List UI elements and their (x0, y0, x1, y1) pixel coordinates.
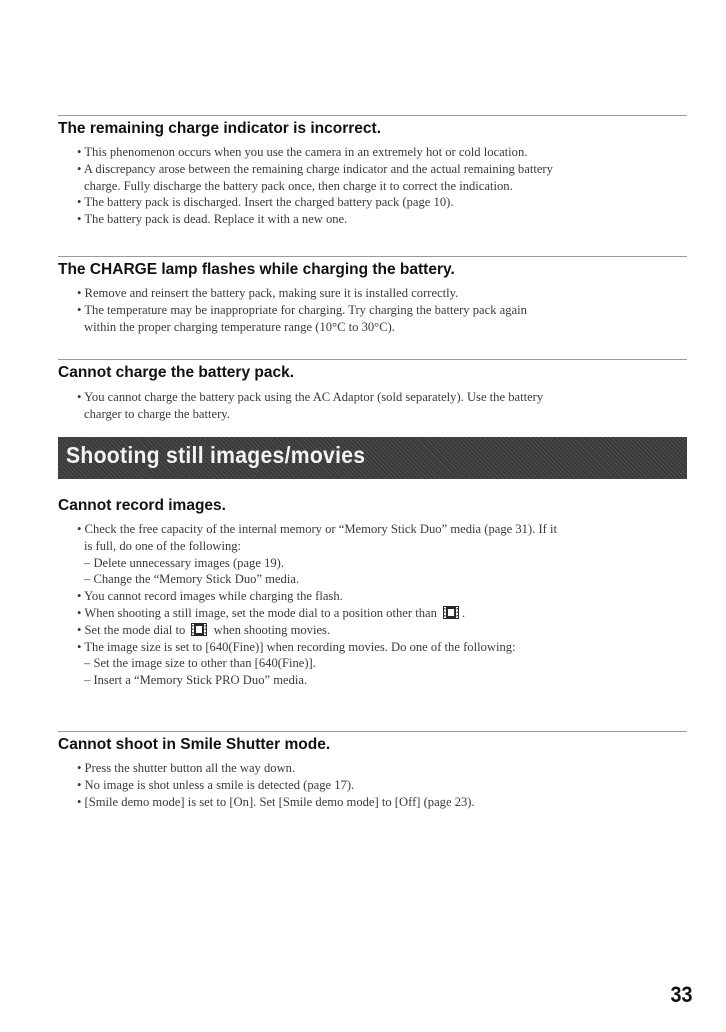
list-item-text: • When shooting a still image, set the mode dial to a position other than (77, 605, 437, 620)
section-heading-cannot-charge: Cannot charge the battery pack. (58, 364, 295, 381)
list-item: • Check the free capacity of the internal memory or “Memory Stick Duo” media (page 31). If it (77, 522, 557, 536)
list-item: • The image size is set to [640(Fine)] when recording movies. Do one of the following: (77, 639, 516, 654)
section-heading-charge-lamp: The CHARGE lamp flashes while charging the battery. (58, 261, 455, 278)
list-item: • This phenomenon occurs when you use the camera in an extremely hot or cold location. (77, 145, 528, 159)
list-item-text-end: . (462, 605, 466, 620)
sub-list-item: – Insert a “Memory Stick PRO Duo” media. (84, 673, 308, 688)
list-item (77, 605, 677, 622)
list-item: • [Smile demo mode] is set to [On]. Set [Smile demo mode] to [Off] (page 23). (77, 794, 475, 809)
movie-mode-icon (191, 623, 207, 636)
list-item-text: • Set the mode dial to (77, 622, 186, 637)
section-divider (58, 731, 687, 732)
section-heading-cannot-record: Cannot record images. (58, 497, 226, 514)
sub-list-item: – Change the “Memory Stick Duo” media. (84, 572, 300, 587)
sub-list-item: – Set the image size to other than [640(Fine)]. (84, 656, 316, 671)
list-item: • Press the shutter button all the way down. (77, 761, 296, 775)
section-heading-remaining-charge: The remaining charge indicator is incorrect. (58, 120, 382, 137)
list-item: • No image is shot unless a smile is detected (page 17). (77, 777, 355, 792)
section-body-cannot-record (77, 521, 677, 689)
list-item: • You cannot record images while charging the flash. (77, 589, 343, 604)
banner-title: Shooting still images/movies (66, 442, 366, 468)
section-body-remaining-charge (77, 144, 677, 228)
list-item-continued: is full, do one of the following: (84, 538, 242, 553)
page-number: 33 (669, 982, 692, 1007)
movie-mode-icon (443, 606, 459, 619)
list-item: • You cannot charge the battery pack using the AC Adaptor (sold separately). Use the battery (77, 390, 544, 404)
section-divider (58, 115, 687, 116)
list-item (77, 622, 677, 639)
sub-list-item: – Delete unnecessary images (page 19). (84, 555, 285, 570)
list-item-text-end: when shooting movies. (213, 622, 331, 637)
list-item: • A discrepancy arose between the remaining charge indicator and the actual remaining battery (77, 161, 553, 176)
section-body-cannot-charge (77, 389, 677, 423)
section-divider (58, 359, 687, 360)
category-banner (58, 437, 687, 479)
list-item-continued: charger to charge the battery. (84, 406, 230, 421)
section-body-smile-shutter (77, 760, 677, 810)
list-item: • The temperature may be inappropriate for charging. Try charging the battery pack again (77, 302, 527, 317)
list-item: • The battery pack is dead. Replace it with a new one. (77, 212, 348, 227)
section-body-charge-lamp (77, 285, 677, 335)
section-divider (58, 256, 687, 257)
list-item-continued: within the proper charging temperature range (10°C to 30°C). (84, 319, 395, 334)
list-item-continued: charge. Fully discharge the battery pack once, then charge it to correct the indication. (84, 178, 513, 193)
section-heading-smile-shutter: Cannot shoot in Smile Shutter mode. (58, 736, 331, 753)
list-item: • The battery pack is discharged. Insert the charged battery pack (page 10). (77, 195, 454, 210)
list-item: • Remove and reinsert the battery pack, making sure it is installed correctly. (77, 286, 459, 300)
